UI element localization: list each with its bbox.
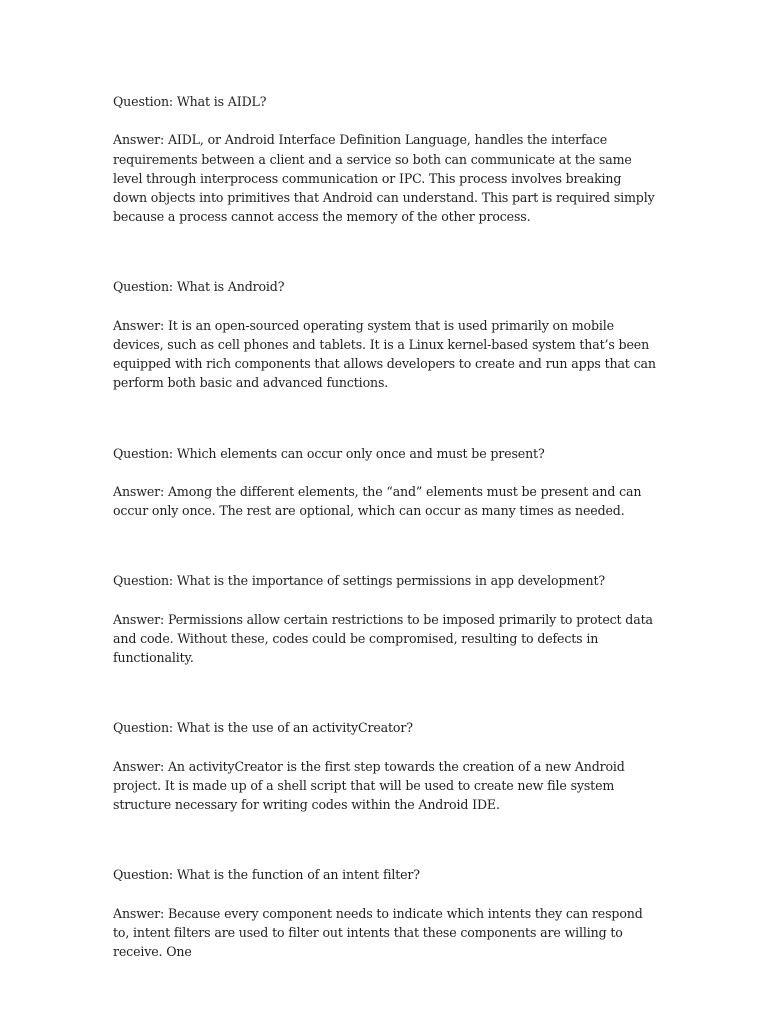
answer-text: Answer: Because every component needs to indicate which intents they can respond to, intent filters are used to filter out intents that these components are willing to receive. One <box>113 905 643 960</box>
question-text: Question: Which elements can occur only once and must be present? <box>113 445 545 461</box>
question-text: Question: What is the use of an activityCreator? <box>113 720 413 736</box>
answer-text: Answer: Permissions allow certain restrictions to be imposed primarily to protect data and code. Without these, codes could be compromised, resulting to defects in functionality. <box>113 611 653 666</box>
qa-block <box>113 865 658 961</box>
qa-block <box>113 277 658 392</box>
question-text: Question: What is Android? <box>113 279 285 295</box>
question-text: Question: What is the importance of settings permissions in app development? <box>113 573 605 589</box>
document-page <box>113 92 658 961</box>
answer-text: Answer: It is an open-sourced operating system that is used primarily on mobile devices, such as cell phones and tablets. It is a Linux kernel-based system that’s been equipped with rich components that allows developers to create and run apps that can perform both basic and advanced functions. <box>113 317 656 391</box>
answer-text: Answer: AIDL, or Android Interface Definition Language, handles the interface requirements between a client and a service so both can communicate at the same level through interprocess communication or IPC. This process involves breaking down objects into primitives that Android can understand. This part is required simply because a process cannot access the memory of the other process. <box>113 132 655 225</box>
answer-text: Answer: Among the different elements, the “and” elements must be present and can occur only once. The rest are optional, which can occur as many times as needed. <box>113 484 642 519</box>
qa-block <box>113 92 658 226</box>
qa-block <box>113 444 658 521</box>
question-text: Question: What is AIDL? <box>113 94 267 109</box>
qa-block <box>113 571 658 667</box>
answer-text: Answer: An activityCreator is the first step towards the creation of a new Android project. It is made up of a shell script that will be used to create new file system structure necessary for writing codes within the Android IDE. <box>113 758 625 813</box>
question-text: Question: What is the function of an intent filter? <box>113 867 420 883</box>
qa-block <box>113 718 658 814</box>
